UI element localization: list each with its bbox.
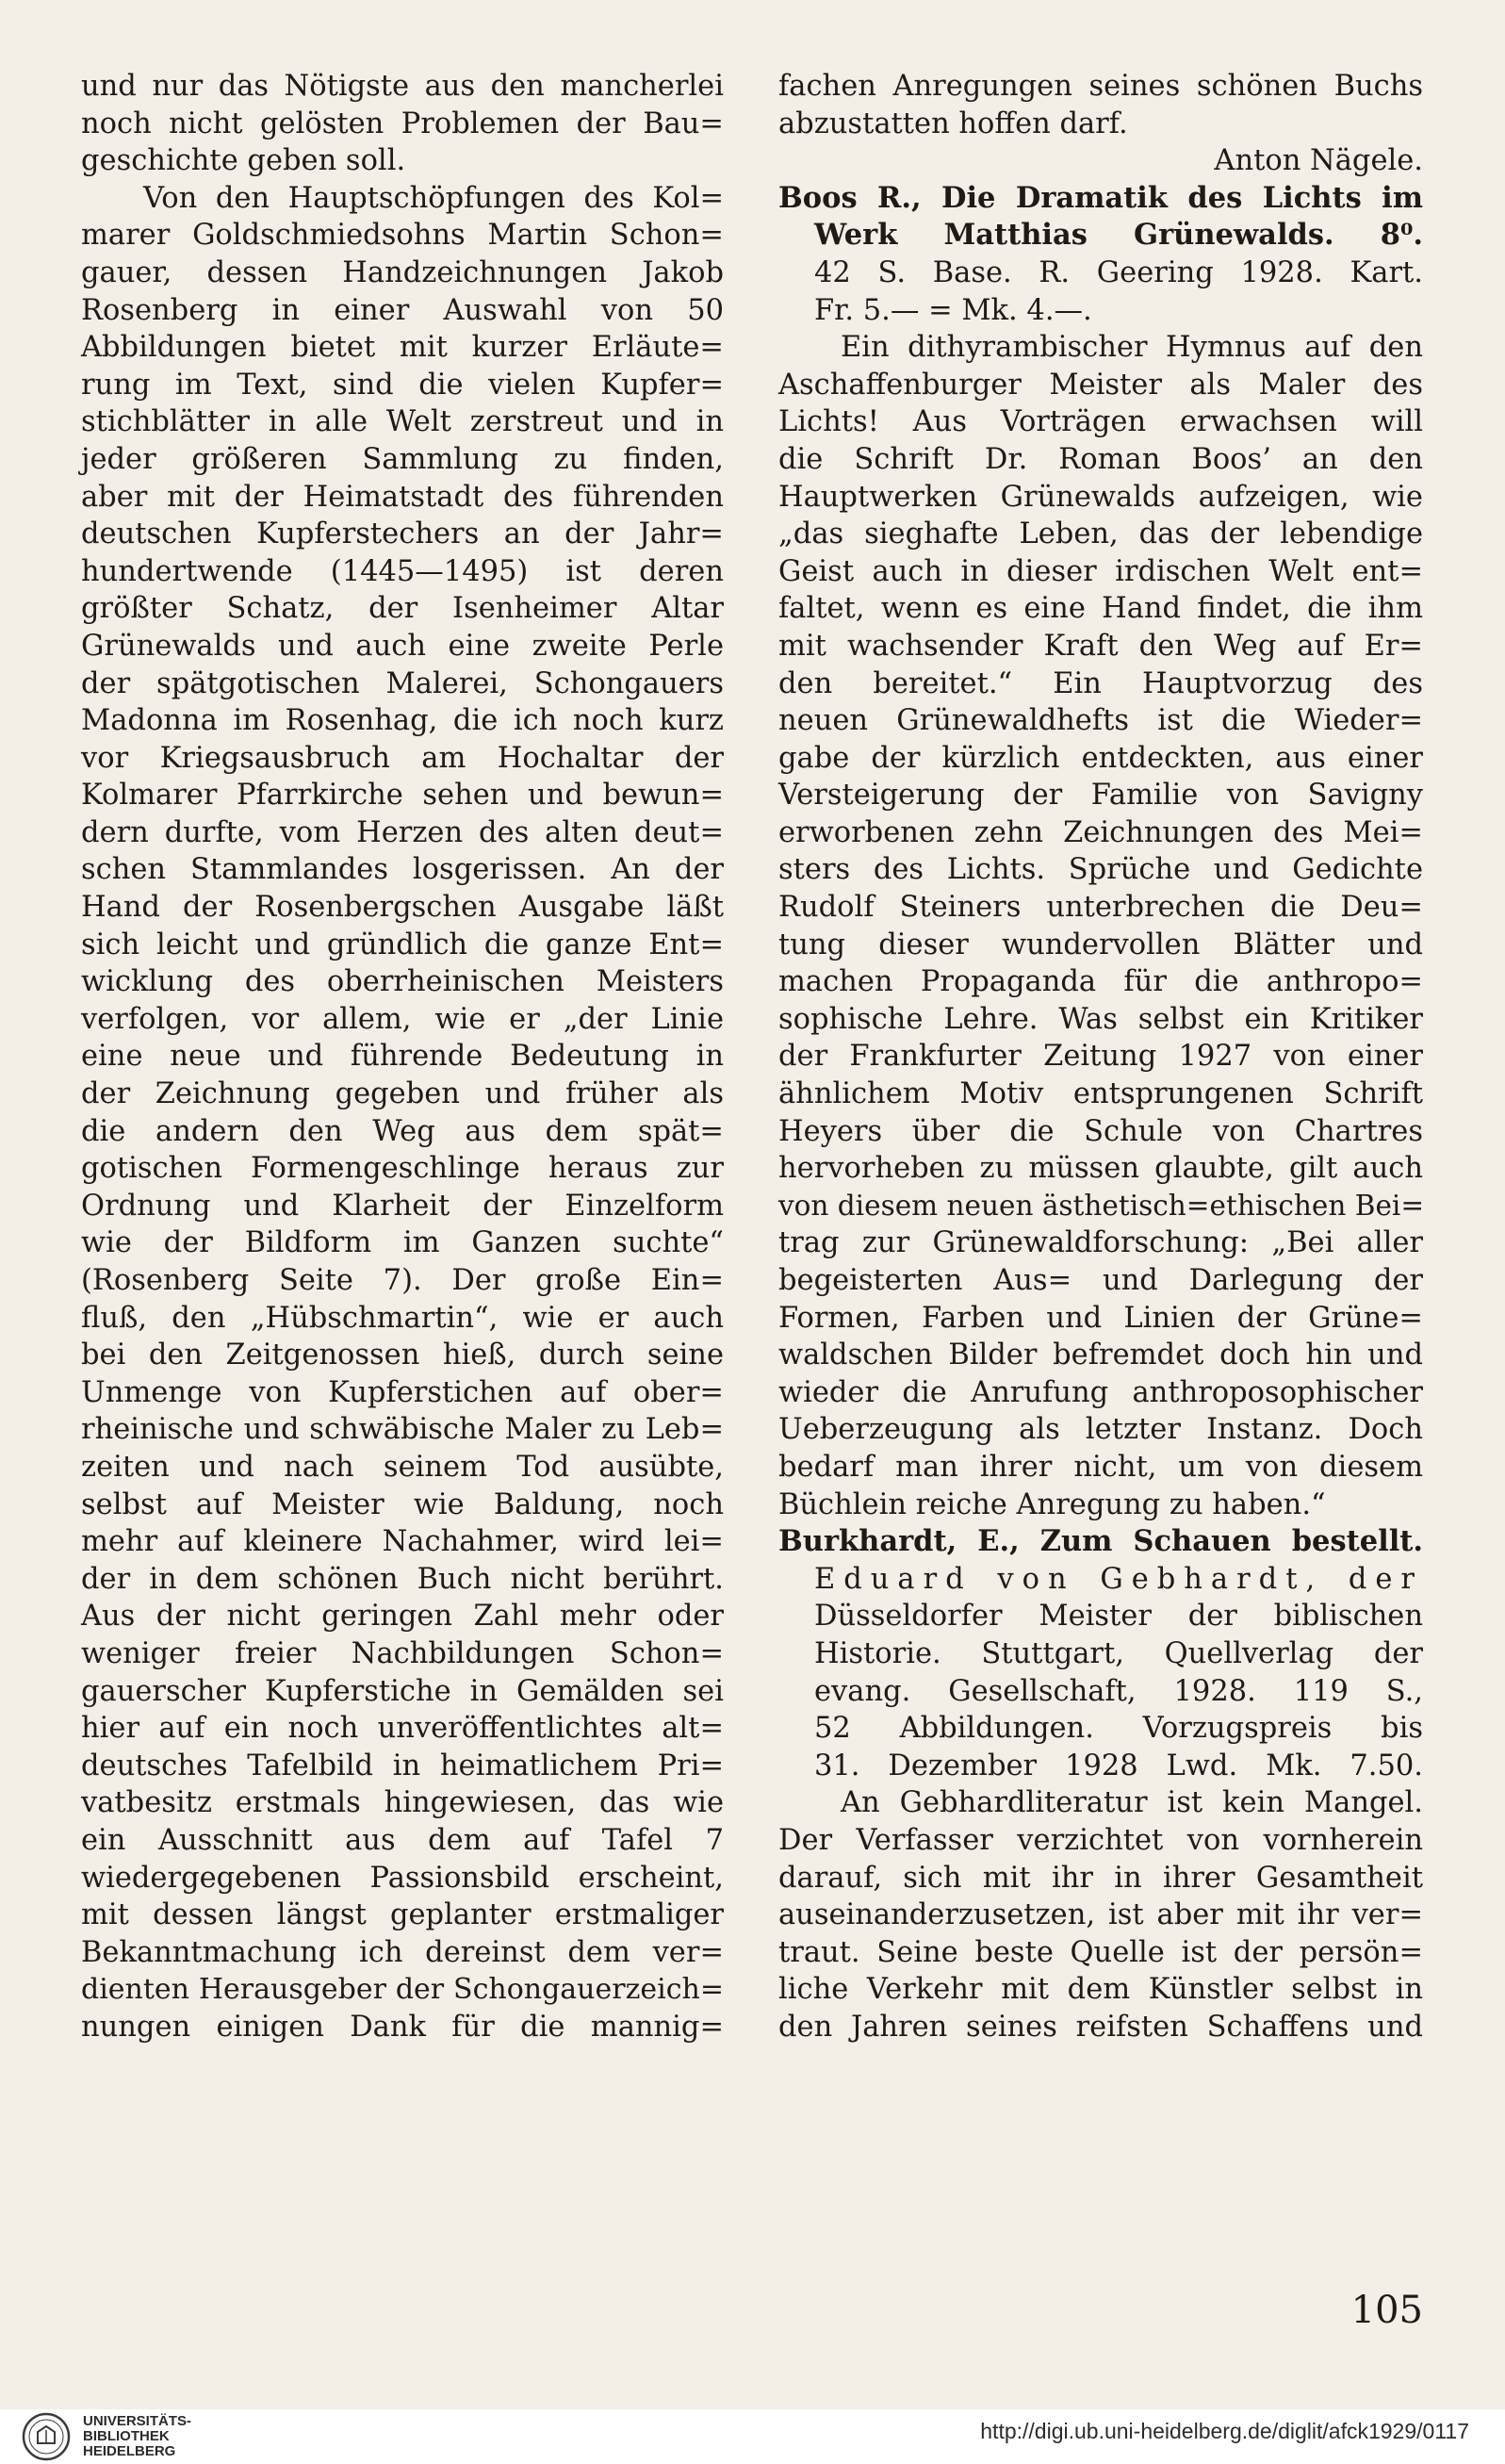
text-line: 52 Abbildungen. Vorzugspreis bis: [814, 1712, 1423, 1746]
text-line: An Gebhardliteratur ist kein Mangel.: [841, 1786, 1423, 1820]
text-line: faltet, wenn es eine Hand findet, die ihm: [778, 592, 1423, 626]
text-line: bei den Zeitgenossen hieß, durch seine: [81, 1339, 724, 1372]
text-line: hundertwende (1445—1495) ist deren: [81, 554, 724, 588]
text-line: größter Schatz, der Isenheimer Altar: [81, 592, 724, 626]
text-line: der in dem schönen Buch nicht berührt.: [81, 1562, 724, 1596]
text-line: fluß, den „Hübschmartin“, wie er auch: [81, 1301, 724, 1335]
text-line: Werk Matthias Grünewalds. 8⁰.: [814, 218, 1423, 253]
text-line: Anton Nägele.: [1214, 144, 1423, 178]
text-line: zeiten und nach seinem Tod ausübte,: [81, 1450, 724, 1484]
text-line: noch nicht gelösten Problemen der Bau=: [81, 107, 724, 140]
text-line: rheinische und schwäbische Maler zu Leb=: [81, 1413, 724, 1447]
source-url-link[interactable]: http://digi.ub.uni-heidelberg.de/diglit/afck1929/0117: [980, 2419, 1469, 2443]
text-line: wicklung des oberrheinischen Meisters: [81, 965, 724, 999]
text-line: tung dieser wundervollen Blätter und: [778, 928, 1423, 961]
text-line: vor Kriegsausbruch am Hochaltar der: [81, 741, 724, 775]
text-line: Von den Hauptschöpfungen des Kol=: [143, 181, 724, 215]
text-line: die andern den Weg aus dem spät=: [81, 1114, 724, 1148]
text-line: Rudolf Steiners unterbrechen die Deu=: [778, 891, 1423, 925]
text-line: Eduard von Gebhardt, der: [814, 1562, 1423, 1596]
text-line: Geist auch in dieser irdischen Welt ent=: [778, 554, 1423, 588]
text-line: deutsches Tafelbild in heimatlichem Pri=: [81, 1749, 724, 1782]
text-line: Boos R., Die Dramatik des Lichts im: [778, 180, 1423, 215]
text-line: evang. Gesellschaft, 1928. 119 S.,: [814, 1674, 1423, 1708]
text-line: ähnlichem Motiv entsprungenen Schrift: [778, 1077, 1423, 1111]
text-line: schen Stammlandes losgerissen. An der: [81, 853, 724, 887]
text-line: Aus der nicht geringen Zahl mehr oder: [81, 1600, 724, 1634]
text-line: waldschen Bilder befremdet doch hin und: [778, 1339, 1423, 1372]
text-line: von diesem neuen ästhetisch=ethischen Bei=: [778, 1189, 1425, 1222]
text-line: sophische Lehre. Was selbst ein Kritiker: [778, 1002, 1423, 1036]
text-line: der spätgotischen Malerei, Schongauers: [81, 666, 724, 700]
text-line: begeisterten Aus= und Darlegung der: [778, 1264, 1423, 1297]
text-line: den bereitet.“ Ein Hauptvorzug des: [778, 666, 1423, 700]
text-line: Rosenberg in einer Auswahl von 50: [81, 293, 724, 327]
text-line: 31. Dezember 1928 Lwd. Mk. 7.50.: [814, 1749, 1423, 1782]
text-line: deutschen Kupferstechers an der Jahr=: [81, 517, 724, 551]
text-line: Heyers über die Schule von Chartres: [778, 1114, 1423, 1148]
text-line: mit dessen längst geplanter erstmaliger: [81, 1898, 724, 1932]
text-line: darauf, sich mit ihr in ihrer Gesamtheit: [778, 1861, 1423, 1895]
text-line: dern durfte, vom Herzen des alten deut=: [81, 815, 724, 849]
text-line: Ueberzeugung als letzter Instanz. Doch: [778, 1413, 1423, 1447]
text-line: (Rosenberg Seite 7). Der große Ein=: [81, 1264, 724, 1297]
text-line: gotischen Formengeschlinge heraus zur: [81, 1152, 724, 1186]
text-line: Ein dithyrambischer Hymnus auf den: [841, 331, 1423, 365]
text-line: verfolgen, vor allem, wie er „der Linie: [81, 1002, 724, 1036]
university-seal-icon: [17, 2409, 75, 2464]
left-column: [81, 68, 724, 2045]
text-line: rung im Text, sind die vielen Kupfer=: [81, 368, 724, 402]
text-line: Lichts! Aus Vorträgen erwachsen will: [778, 405, 1423, 439]
text-line: wiedergegebenen Passionsbild erscheint,: [81, 1861, 724, 1895]
text-line: erworbenen zehn Zeichnungen des Mei=: [778, 815, 1423, 849]
text-line: Fr. 5.— = Mk. 4.—.: [814, 293, 1092, 327]
text-line: jeder größeren Sammlung zu finden,: [81, 442, 724, 476]
text-line: eine neue und führende Bedeutung in: [81, 1040, 724, 1074]
text-line: ein Ausschnitt aus dem auf Tafel 7: [81, 1823, 724, 1857]
text-line: machen Propaganda für die anthropo=: [778, 965, 1423, 999]
text-line: der Frankfurter Zeitung 1927 von einer: [778, 1040, 1423, 1074]
text-line: Abbildungen bietet mit kurzer Erläute=: [81, 331, 724, 365]
library-name-line: HEIDELBERG: [83, 2443, 176, 2459]
text-line: vatbesitz erstmals hingewiesen, das wie: [81, 1786, 724, 1820]
text-line: wieder die Anrufung anthroposophischer: [778, 1375, 1423, 1409]
text-line: Düsseldorfer Meister der biblischen: [814, 1600, 1423, 1634]
text-line: geschichte geben soll.: [81, 144, 406, 178]
text-line: hier auf ein noch unveröffentlichtes alt=: [81, 1712, 724, 1746]
text-line: abzustatten hoffen darf.: [778, 107, 1128, 140]
text-line: dienten Herausgeber der Schongauerzeich=: [81, 1973, 724, 2007]
text-line: gauer, dessen Handzeichnungen Jakob: [81, 255, 724, 289]
text-line: sters des Lichts. Sprüche und Gedichte: [778, 853, 1423, 887]
text-line: Formen, Farben und Linien der Grüne=: [778, 1301, 1423, 1335]
text-line: selbst auf Meister wie Baldung, noch: [81, 1487, 724, 1521]
text-line: gauerscher Kupferstiche in Gemälden sei: [81, 1674, 724, 1708]
library-name-line: UNIVERSITÄTS-: [83, 2413, 192, 2429]
text-line: der Zeichnung gegeben und früher als: [81, 1077, 724, 1111]
text-line: Büchlein reiche Anregung zu haben.“: [778, 1487, 1326, 1521]
text-line: Aschaffenburger Meister als Maler des: [778, 368, 1423, 402]
page-number: 105: [1350, 2289, 1423, 2332]
text-line: Versteigerung der Familie von Savigny: [778, 779, 1423, 813]
text-line: nungen einigen Dank für die mannig=: [81, 2010, 724, 2044]
library-name-line: BIBLIOTHEK: [83, 2428, 170, 2444]
text-line: liche Verkehr mit dem Künstler selbst in: [778, 1973, 1423, 2007]
text-line: aber mit der Heimatstadt des führenden: [81, 480, 724, 514]
text-line: Grünewalds und auch eine zweite Perle: [81, 629, 724, 663]
text-line: Burkhardt, E., Zum Schauen bestellt.: [778, 1524, 1423, 1559]
right-column: [778, 68, 1423, 2045]
text-line: marer Goldschmiedsohns Martin Schon=: [81, 219, 724, 253]
text-line: wie der Bildform im Ganzen suchte“: [81, 1226, 724, 1260]
text-line: Der Verfasser verzichtet von vornherein: [778, 1823, 1423, 1857]
text-line: stichblätter in alle Welt zerstreut und in: [81, 405, 724, 439]
text-line: Hand der Rosenbergschen Ausgabe läßt: [81, 891, 724, 925]
text-line: Bekanntmachung ich dereinst dem ver=: [81, 1935, 724, 1969]
text-line: trag zur Grünewaldforschung: „Bei aller: [778, 1226, 1423, 1260]
text-line: die Schrift Dr. Roman Boos’ an den: [778, 442, 1423, 476]
text-line: Kolmarer Pfarrkirche sehen und bewun=: [81, 779, 724, 813]
text-line: Unmenge von Kupferstichen auf ober=: [81, 1375, 724, 1409]
text-line: „das sieghafte Leben, das der lebendige: [778, 517, 1423, 551]
text-line: traut. Seine beste Quelle ist der persön=: [778, 1935, 1423, 1969]
text-line: neuen Grünewaldhefts ist die Wieder=: [778, 704, 1423, 738]
text-line: Madonna im Rosenhag, die ich noch kurz: [81, 704, 724, 738]
text-line: und nur das Nötigste aus den mancherlei: [81, 70, 724, 103]
library-name: [83, 2414, 191, 2459]
text-line: weniger freier Nachbildungen Schon=: [81, 1636, 724, 1670]
text-line: sich leicht und gründlich die ganze Ent=: [81, 928, 724, 961]
text-line: fachen Anregungen seines schönen Buchs: [778, 70, 1423, 103]
text-line: gabe der kürzlich entdeckten, aus einer: [778, 741, 1423, 775]
text-line: mit wachsender Kraft den Weg auf Er=: [778, 629, 1423, 663]
text-line: auseinanderzusetzen, ist aber mit ihr ver=: [778, 1898, 1423, 1932]
text-line: Ordnung und Klarheit der Einzelform: [81, 1189, 724, 1223]
text-line: Historie. Stuttgart, Quellverlag der: [814, 1636, 1423, 1670]
text-line: Hauptwerken Grünewalds aufzeigen, wie: [778, 480, 1423, 514]
text-line: 42 S. Base. R. Geering 1928. Kart.: [814, 255, 1423, 289]
text-line: hervorheben zu müssen glaubte, gilt auch: [778, 1152, 1423, 1186]
text-line: den Jahren seines reifsten Schaffens und: [778, 2010, 1423, 2044]
text-line: bedarf man ihrer nicht, um von diesem: [778, 1450, 1423, 1484]
text-line: mehr auf kleinere Nachahmer, wird lei=: [81, 1525, 724, 1559]
